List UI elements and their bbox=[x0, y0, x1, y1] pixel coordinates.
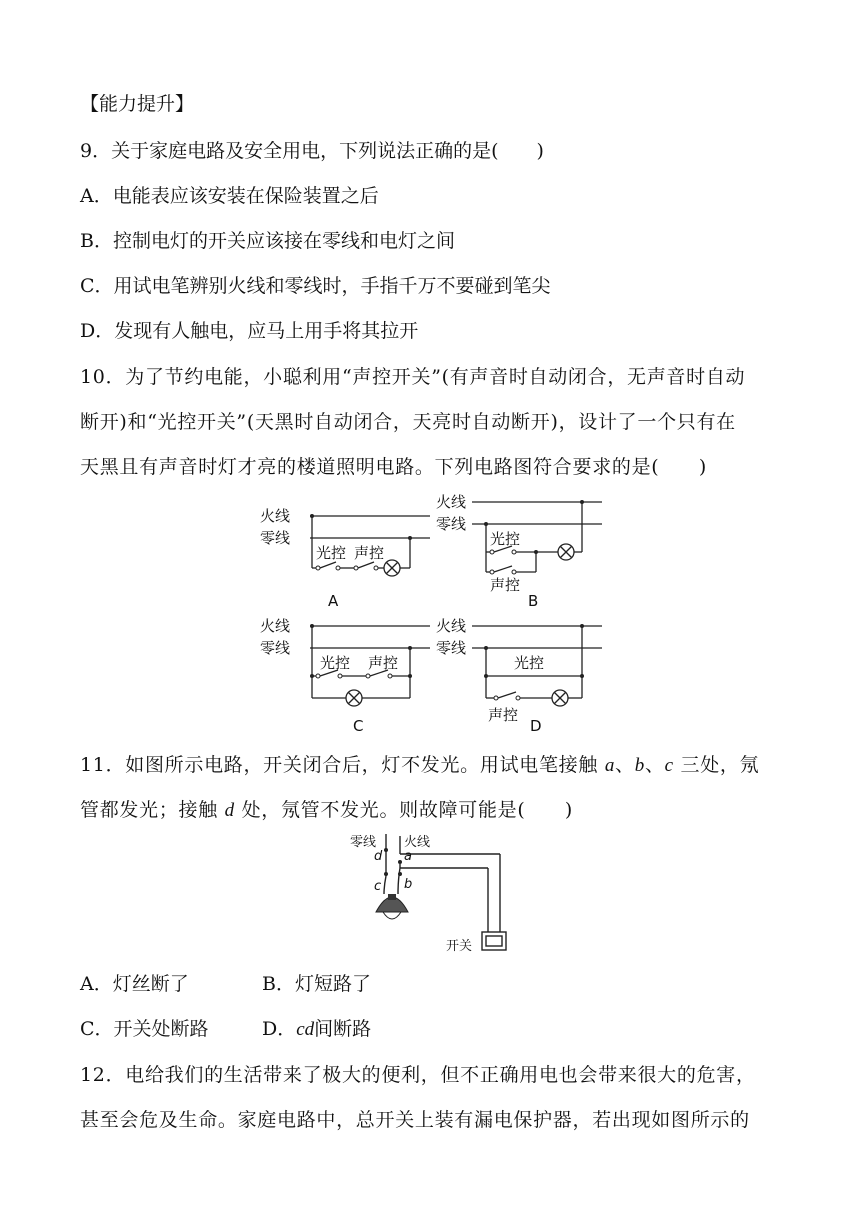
lamp-bulb bbox=[383, 912, 401, 919]
d-live-label: 火线 bbox=[436, 617, 467, 635]
q11-label-c: c bbox=[374, 879, 382, 894]
q11-circuit-figure bbox=[340, 828, 540, 958]
q11-text-1: 11．如图所示电路，开关闭合后，灯不发光。用试电笔接触 bbox=[80, 754, 605, 776]
q10-stem-line-2: 断开)和“光控开关”(天黑时自动闭合，天亮时自动断开)，设计了一个只有在 bbox=[80, 411, 736, 433]
d-sound-switch-label: 声控 bbox=[488, 706, 519, 724]
q11-point-c: c bbox=[664, 755, 674, 776]
c-neutral-label: 零线 bbox=[260, 639, 291, 657]
q11-label-b: b bbox=[404, 877, 413, 892]
q11-label-d: d bbox=[374, 849, 383, 864]
b-sound-switch-label: 声控 bbox=[490, 576, 521, 594]
c-light-switch-label: 光控 bbox=[320, 654, 351, 672]
a-live-label: 火线 bbox=[260, 507, 291, 525]
q10-circuit-figure bbox=[250, 486, 630, 736]
q11-option-d-cd: cd bbox=[296, 1019, 315, 1040]
q11-text-3: 管都发光；接触 bbox=[80, 799, 225, 821]
c-option-label: C bbox=[353, 717, 364, 735]
a-light-switch-label: 光控 bbox=[316, 544, 347, 562]
q11-stem-line-1 bbox=[80, 753, 759, 778]
b-live-label: 火线 bbox=[436, 493, 467, 511]
q9-option-a: A．电能表应该安装在保险装置之后 bbox=[80, 185, 379, 207]
b-neutral-label: 零线 bbox=[436, 515, 467, 533]
q11-option-d bbox=[262, 1017, 371, 1042]
a-sound-switch-label: 声控 bbox=[354, 544, 385, 562]
d-neutral-label: 零线 bbox=[436, 639, 467, 657]
q11-label-a: a bbox=[404, 849, 412, 864]
q12-stem-line-2: 甚至会危及生命。家庭电路中，总开关上装有漏电保护器，若出现如图所示的 bbox=[80, 1109, 750, 1131]
b-option-label: B bbox=[528, 592, 539, 610]
q9-option-b: B．控制电灯的开关应该接在零线和电灯之间 bbox=[80, 230, 455, 252]
d-option-label: D bbox=[530, 717, 542, 735]
q11-point-a: a bbox=[604, 755, 616, 776]
q11-option-d-prefix: D． bbox=[262, 1018, 297, 1040]
q12-stem-line-1: 12．电给我们的生活带来了极大的便利，但不正确用电也会带来很大的危害， bbox=[80, 1064, 756, 1086]
q9-option-d: D．发现有人触电，应马上用手将其拉开 bbox=[80, 320, 419, 342]
q10-stem-line-3: 天黑且有声音时灯才亮的楼道照明电路。下列电路图符合要求的是( ) bbox=[80, 456, 707, 478]
q11-option-a: A．灯丝断了 bbox=[80, 973, 189, 995]
a-neutral-label: 零线 bbox=[260, 529, 291, 547]
q11-text-2: 三处，氖 bbox=[673, 754, 760, 776]
c-live-label: 火线 bbox=[260, 617, 291, 635]
c-sound-switch-label: 声控 bbox=[368, 654, 399, 672]
q11-sep-1: 、 bbox=[615, 754, 635, 776]
q11-switch-label: 开关 bbox=[446, 939, 473, 954]
q11-point-b: b bbox=[634, 755, 645, 776]
q11-option-c: C．开关处断路 bbox=[80, 1018, 209, 1040]
q11-sep-2: 、 bbox=[644, 754, 665, 776]
d-light-switch-label: 光控 bbox=[514, 654, 545, 672]
q10-stem-line-1: 10．为了节约电能，小聪利用“声控开关”(有声音时自动闭合，无声音时自动 bbox=[80, 366, 746, 388]
q9-stem: 9．关于家庭电路及安全用电，下列说法正确的是( ) bbox=[80, 140, 544, 162]
q11-point-d: d bbox=[224, 800, 235, 821]
q11-option-d-rest: 间断路 bbox=[314, 1018, 372, 1040]
q9-option-c: C．用试电笔辨别火线和零线时，手指千万不要碰到笔尖 bbox=[80, 275, 551, 297]
q11-option-b: B．灯短路了 bbox=[262, 973, 371, 995]
a-option-label: A bbox=[328, 592, 339, 610]
q11-neutral-label: 零线 bbox=[350, 835, 377, 850]
q11-stem-line-2 bbox=[80, 798, 573, 823]
q11-text-4: 处，氖管不发光。则故障可能是( ) bbox=[234, 799, 574, 821]
section-heading: 【能力提升】 bbox=[80, 93, 195, 115]
b-light-switch-label: 光控 bbox=[490, 530, 521, 548]
q11-live-label: 火线 bbox=[404, 835, 431, 850]
